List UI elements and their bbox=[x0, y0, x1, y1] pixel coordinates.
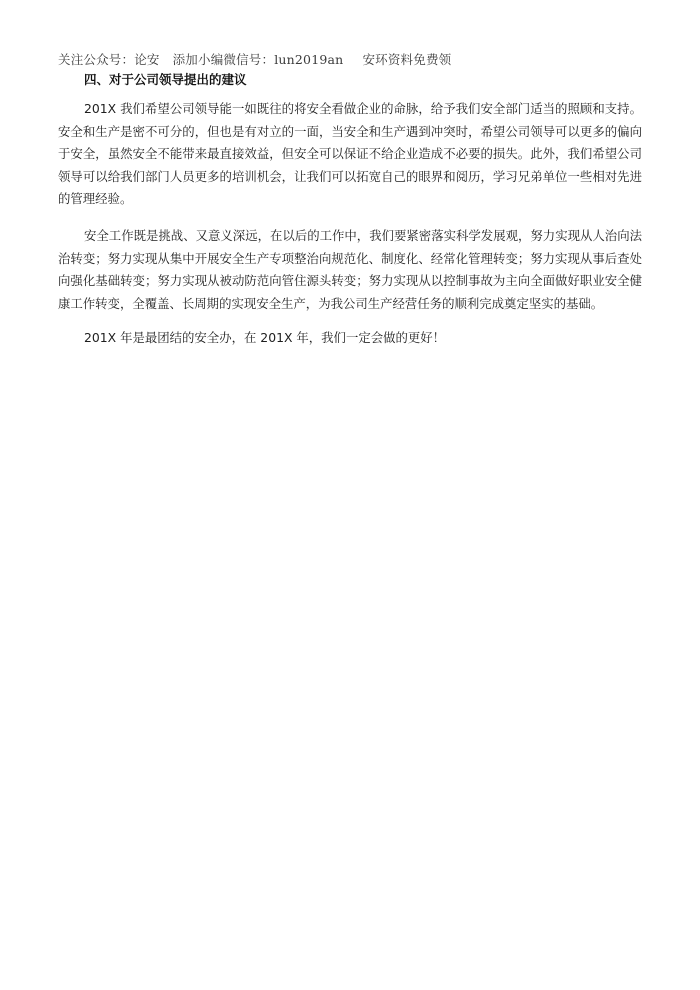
section-heading: 四、对于公司领导提出的建议 bbox=[84, 72, 247, 87]
paragraph-future-work: 安全工作既是挑战、又意义深远，在以后的工作中，我们要紧密落实科学发展观，努力实现从人治向法治转变；努力实现从集中开展安全生产专项整治向规范化、制度化、经常化管理转变；努力实现从事后查处向强化基础转变；努力实现从被动防范向管住源头转变；努力实现从以控制事故为主向全面做好职业安全健康工作转变，全覆盖、长周期的实现安全生产，为我公司生产经营任务的顺利完成奠定坚实的基础。 bbox=[58, 228, 642, 311]
wechat-account-text: 关注公众号：论安 bbox=[58, 52, 160, 67]
editor-wechat-text: 添加小编微信号：lun2019an bbox=[172, 52, 344, 67]
promo-header bbox=[58, 50, 451, 68]
paragraph-leadership-suggestions: 201X 我们希望公司领导能一如既往的将安全看做企业的命脉，给予我们安全部门适当的照顾和支持。安全和生产是密不可分的，但也是有对立的一面，当安全和生产遇到冲突时，希望公司领导可以更多的偏向于安全，虽然安全不能带来最直接效益，但安全可以保证不给企业造成不必要的损失。此外，我们希望公司领导可以给我们部门人员更多的培训机会，让我们可以拓宽自己的眼界和阅历，学习兄弟单位一些相对先进的管理经验。 bbox=[58, 101, 642, 206]
paragraph-closing: 201X 年是最团结的安全办，在 201X 年，我们一定会做的更好！ bbox=[84, 330, 446, 345]
free-materials-text: 安环资料免费领 bbox=[362, 52, 452, 67]
